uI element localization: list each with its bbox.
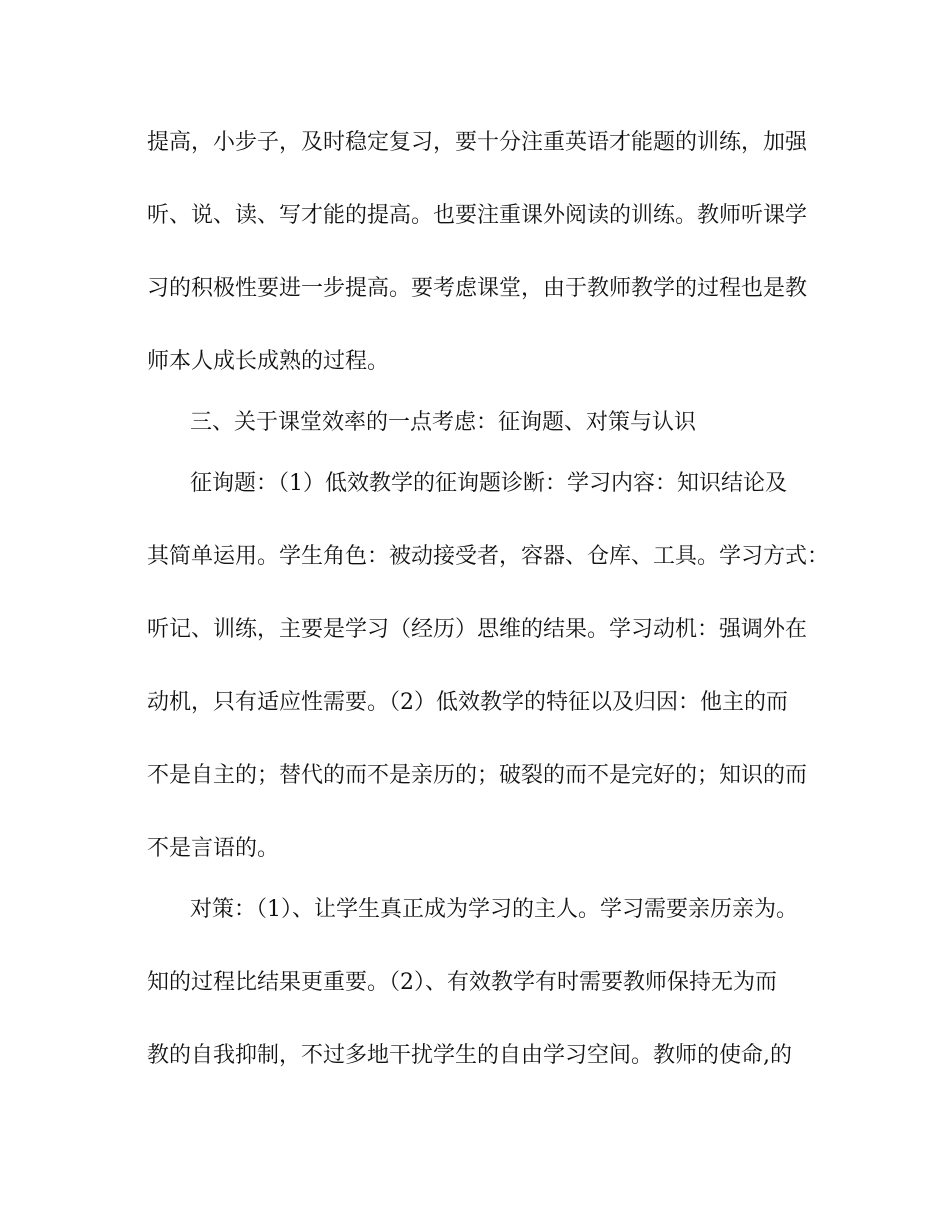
- paragraph-start: 征询题：（1）低效教学的征询题诊断：学习内容：知识结论及: [190, 471, 787, 496]
- text-line: 不是言语的。: [147, 836, 280, 861]
- text-line: 教的自我抑制，不过多地干扰学生的自由学习空间。教师的使命,的: [147, 1043, 792, 1068]
- text-line: 听、说、读、写才能的提高。也要注重课外阅读的训练。教师听课学: [147, 203, 808, 228]
- text-line: 不是自主的；替代的而不是亲历的；破裂的而不是完好的；知识的而: [147, 763, 808, 788]
- section-heading: 三、关于课堂效率的一点考虑：征询题、对策与认识: [190, 410, 697, 435]
- text-line: 听记、训练，主要是学习（经历）思维的结果。学习动机：强调外在: [147, 617, 808, 642]
- text-line: 其简单运用。学生角色：被动接受者，容器、仓库、工具。学习方式：: [147, 544, 830, 569]
- text-line: 知的过程比结果更重要。（2）、有效教学有时需要教师保持无为而: [147, 970, 777, 995]
- text-line: 师本人成长成熟的过程。: [147, 349, 390, 374]
- text-line: 提高，小步子，及时稳定复习，要十分注重英语才能题的训练，加强: [147, 130, 808, 155]
- text-line: 动机，只有适应性需要。（2）低效教学的特征以及归因：他主的而: [147, 690, 788, 715]
- paragraph-start: 对策：（1）、让学生真正成为学习的主人。学习需要亲历亲为。: [190, 897, 798, 922]
- text-line: 习的积极性要进一步提高。要考虑课堂，由于教师教学的过程也是教: [147, 276, 808, 301]
